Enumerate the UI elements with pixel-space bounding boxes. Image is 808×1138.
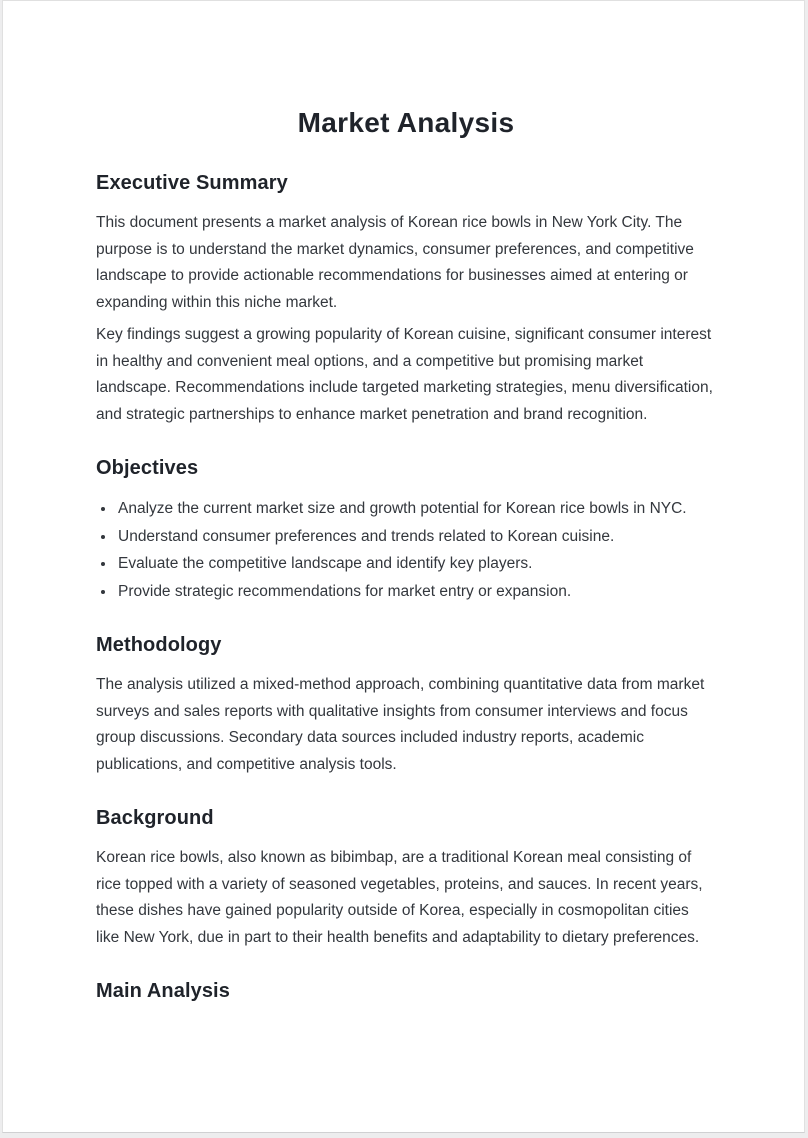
methodology-heading: Methodology: [96, 634, 222, 656]
document-page: [2, 0, 805, 1133]
background-paragraph: Korean rice bowls, also known as bibimbap, are a traditional Korean meal consisting of rice topped with a variety of seasoned vegetables, proteins, and sauces. In recent years, these dishes have gained popularity outside of Korea, especially in cosmopolitan cities like New York, due in part to their health benefits and adaptability to dietary preferences.: [96, 849, 703, 946]
section-objectives: [96, 454, 716, 605]
section-methodology: [96, 631, 716, 778]
section-executive-summary: [96, 169, 716, 428]
methodology-paragraph: The analysis utilized a mixed-method approach, combining quantitative data from market surveys and sales reports with qualitative insights from consumer interviews and focus group discussions. Secondary data sources included industry reports, academic publications, and competitive analysis tools.: [96, 676, 705, 773]
background-heading: Background: [96, 807, 214, 829]
section-main-analysis: [96, 977, 716, 1005]
objectives-heading: Objectives: [96, 457, 199, 479]
section-background: [96, 804, 716, 951]
main-analysis-heading: Main Analysis: [96, 980, 230, 1002]
executive-summary-paragraph-1: This document presents a market analysis of Korean rice bowls in New York City. The purpose is to understand the market dynamics, consumer preferences, and competitive landscape to provide actionable recommendations for businesses aimed at entering or expanding within this niche market.: [96, 214, 694, 311]
document-title: Market Analysis: [297, 107, 515, 138]
objective-item-1: • Analyze the current market size and growth potential for Korean rice bowls in NYC.: [116, 495, 716, 523]
objective-item-4: • Provide strategic recommendations for market entry or expansion.: [116, 578, 716, 606]
executive-summary-paragraph-2: Key findings suggest a growing popularity of Korean cuisine, significant consumer interest in healthy and convenient meal options, and a competitive but promising market landscape. Recommendations include targeted marketing strategies, menu diversification, and strategic partnerships to enhance market penetration and brand recognition.: [96, 326, 713, 423]
objective-item-3: • Evaluate the competitive landscape and identify key players.: [116, 550, 716, 578]
objective-item-2: • Understand consumer preferences and trends related to Korean cuisine.: [116, 523, 716, 551]
objectives-list: [96, 495, 716, 605]
executive-summary-heading: Executive Summary: [96, 172, 288, 194]
